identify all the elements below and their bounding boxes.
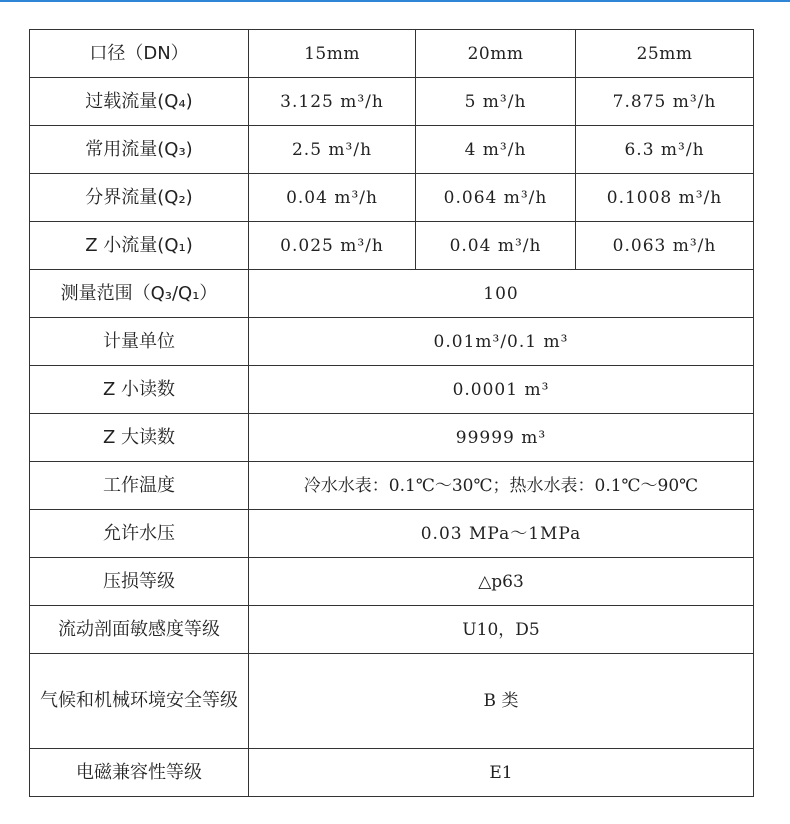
table-cell: 0.064 m³/h	[416, 174, 576, 222]
table-cell: 0.01m³/0.1 m³	[249, 318, 754, 366]
table-row	[30, 654, 754, 749]
table-cell: 4 m³/h	[416, 126, 576, 174]
table-cell: 3.125 m³/h	[249, 78, 416, 126]
row-label-working-temperature: 工作温度	[30, 462, 249, 510]
table-cell: 7.875 m³/h	[576, 78, 754, 126]
table-row	[30, 749, 754, 797]
header-col-25mm: 25mm	[576, 30, 754, 78]
table-row	[30, 318, 754, 366]
table-cell: 5 m³/h	[416, 78, 576, 126]
table-row	[30, 414, 754, 462]
water-meter-spec-table	[29, 29, 754, 797]
table-row-header	[30, 30, 754, 78]
table-cell: 0.063 m³/h	[576, 222, 754, 270]
table-cell: 99999 m³	[249, 414, 754, 462]
table-cell: 0.04 m³/h	[416, 222, 576, 270]
row-label-permanent-flow: 常用流量(Q₃)	[30, 126, 249, 174]
table-row	[30, 510, 754, 558]
row-label-overload-flow: 过载流量(Q₄)	[30, 78, 249, 126]
header-col-20mm: 20mm	[416, 30, 576, 78]
table-cell: 2.5 m³/h	[249, 126, 416, 174]
row-label-climatic-mechanical-class: 气候和机械环境安全等级	[30, 654, 249, 749]
row-label-minimum-flow: Z 小流量(Q₁)	[30, 222, 249, 270]
table-cell: 0.04 m³/h	[249, 174, 416, 222]
table-row	[30, 126, 754, 174]
table-row	[30, 78, 754, 126]
table-row	[30, 366, 754, 414]
table-cell: U10，D5	[249, 606, 754, 654]
row-label-pressure-loss-class: 压损等级	[30, 558, 249, 606]
header-label: 口径（DN）	[30, 30, 249, 78]
table-cell: 6.3 m³/h	[576, 126, 754, 174]
table-cell: 100	[249, 270, 754, 318]
row-label-allowed-pressure: 允许水压	[30, 510, 249, 558]
table-cell: △p63	[249, 558, 754, 606]
table-cell: E1	[249, 749, 754, 797]
row-label-measuring-range: 测量范围（Q₃/Q₁）	[30, 270, 249, 318]
table-row	[30, 222, 754, 270]
row-label-emc-class: 电磁兼容性等级	[30, 749, 249, 797]
table-cell: 冷水水表：0.1℃～30℃；热水水表：0.1℃～90℃	[249, 462, 754, 510]
row-label-flow-profile-sensitivity: 流动剖面敏感度等级	[30, 606, 249, 654]
table-row	[30, 606, 754, 654]
row-label-transitional-flow: 分界流量(Q₂)	[30, 174, 249, 222]
table-cell: B 类	[249, 654, 754, 749]
row-label-metering-unit: 计量单位	[30, 318, 249, 366]
top-accent-line	[0, 0, 790, 2]
table-cell: 0.03 MPa～1MPa	[249, 510, 754, 558]
table-row	[30, 462, 754, 510]
table-cell: 0.0001 m³	[249, 366, 754, 414]
table-row	[30, 558, 754, 606]
row-label-min-reading: Z 小读数	[30, 366, 249, 414]
row-label-max-reading: Z 大读数	[30, 414, 249, 462]
table-cell: 0.1008 m³/h	[576, 174, 754, 222]
table-row	[30, 174, 754, 222]
table-cell: 0.025 m³/h	[249, 222, 416, 270]
table-row	[30, 270, 754, 318]
header-col-15mm: 15mm	[249, 30, 416, 78]
